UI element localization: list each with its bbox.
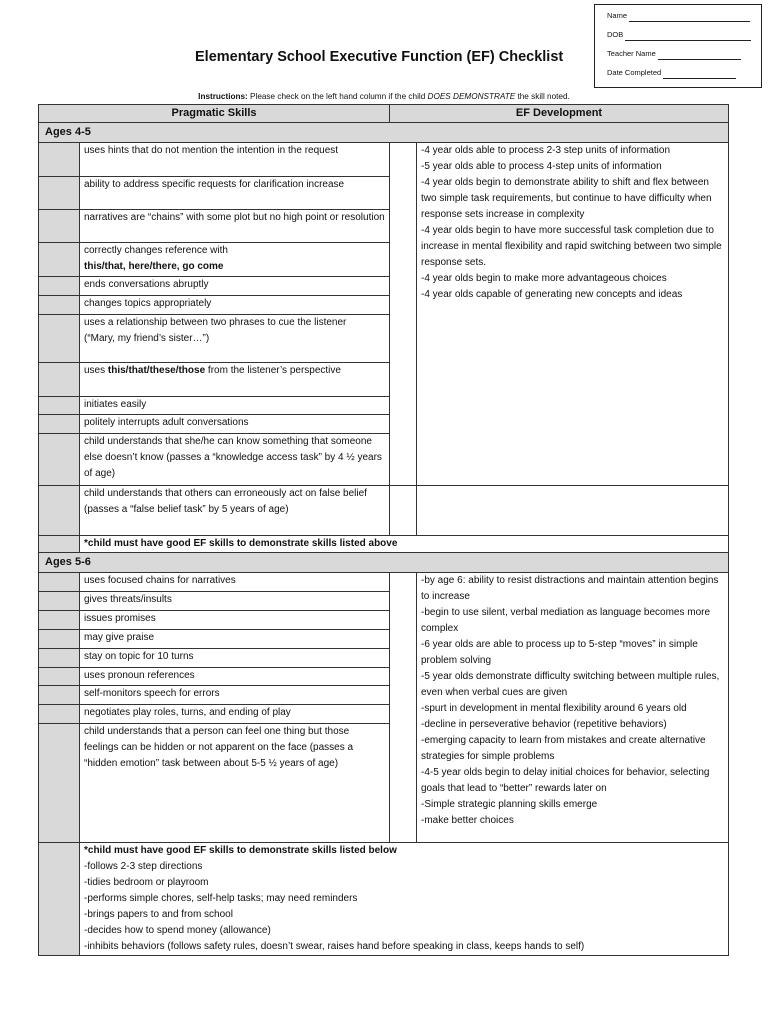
checkbox-cell[interactable] [39,296,80,315]
checkbox-cell[interactable] [39,649,80,668]
checkbox-cell[interactable] [39,210,80,243]
dob-field[interactable] [607,29,761,48]
skill-row [39,143,729,177]
skill-text: child understands that others can erroneously act on false belief (passes a “false belief task” by 5 years of age) [80,486,390,536]
checkbox-cell[interactable] [39,363,80,397]
checkbox-cell[interactable] [39,668,80,686]
skill-text [80,315,390,363]
later-skills-list: -follows 2-3 step directions -tidies bedroom or playroom -performs simple chores, self-help tasks; may need reminders -brings papers to and from school -decides how to spend money (allowance) -inhibits behaviors (follows safety rules, doesn’t swear, raises hand before speaking in class, keeps hands to self) [84,861,585,952]
skill-text: uses pronoun references [80,668,390,686]
skill-text: stay on topic for 10 turns [80,649,390,668]
instructions-text-2: the skill noted. [515,92,570,101]
checkbox-cell[interactable] [39,415,80,434]
ef-note: *child must have good EF skills to demonstrate skills listed below [84,845,397,856]
later-skills-cell [80,843,729,956]
skill-text-part: uses [84,365,108,376]
dob-label: DOB [607,30,624,39]
age-label: Ages 4-5 [39,123,729,143]
instructions-label: Instructions: [198,92,248,101]
checkbox-cell[interactable] [39,434,80,486]
date-completed-label: Date Completed [607,68,662,77]
instructions-emphasis: DOES DEMONSTRATE [427,92,516,101]
name-field[interactable] [607,10,761,29]
ef-development-text: -4 year olds able to process 2-3 step units of information -5 year olds able to process 4-step units of information -4 year olds begin to demonstrate ability to shift and flex between two simple task requirements, but continue to have difficulty when response sets increase in complexity -4 year olds begin to have more successful task completion due to increase in mental flexibility and rapid switching between two simple response sets. -4 year olds begin to make more advantageous choices -4 year olds capable of generating new concepts and ideas [417,143,729,486]
checkbox-cell[interactable] [39,611,80,630]
checklist-table [38,104,729,956]
checkbox-cell[interactable] [39,630,80,649]
skill-text: issues promises [80,611,390,630]
ef-development-text: -by age 6: ability to resist distractions and maintain attention begins to increase -begin to use silent, verbal mediation as language becomes more complex -6 year olds are able to process up to 5-step “moves” in simple problem solving -5 year olds demonstrate difficulty switching between multiple rules, even when verbal cues are given -spurt in development in mental flexibility around 6 years old -decline in perseverative behavior (repetitive behaviors) -emerging capacity to learn from mistakes and create alternative strategies for simple problems -4-5 year olds begin to delay initial choices for behavior, selecting goals that lead to “better” rewards later on -Simple strategic planning skills emerge -make better choices [417,573,729,843]
teacher-name-field[interactable] [607,48,761,67]
checkbox-cell[interactable] [39,536,80,553]
date-completed-field[interactable] [607,67,761,86]
student-info-box [594,4,762,88]
note-row [39,536,729,553]
later-skills-row [39,843,729,956]
skill-text: may give praise [80,630,390,649]
skill-text: ends conversations abruptly [80,277,390,296]
checkbox-cell[interactable] [39,724,80,843]
page-title: Elementary School Executive Function (EF) Checklist [195,49,564,65]
skill-text: self-monitors speech for errors [80,686,390,705]
checkbox-cell[interactable] [39,705,80,724]
instructions-text-1: Please check on the left hand column if the child [247,92,428,101]
skill-text [80,243,390,277]
checkbox-cell[interactable] [39,843,80,956]
checkbox-cell[interactable] [39,397,80,415]
instructions [0,92,768,101]
ef-note: *child must have good EF skills to demonstrate skills listed above [80,536,729,553]
skill-text: uses hints that do not mention the intention in the request [80,143,390,177]
skill-text: uses focused chains for narratives [80,573,390,592]
skill-text-part: uses a relationship between two phrases to cue the listener [84,317,347,328]
skill-text: initiates easily [80,397,390,415]
skill-text: child understands that a person can feel one thing but those feelings can be hidden or not apparent on the face (passes a “hidden emotion” task between about 5-5 ½ years of age) [80,724,390,843]
skill-text: child understands that she/he can know something that someone else doesn’t know (passes a “knowledge access task” by 4 ½ years of age) [80,434,390,486]
checkbox-cell[interactable] [39,143,80,177]
skill-text: ability to address specific requests for clarification increase [80,177,390,210]
checkbox-cell[interactable] [39,592,80,611]
gap-cell [390,143,417,486]
skill-text: politely interrupts adult conversations [80,415,390,434]
checkbox-cell[interactable] [39,686,80,705]
table-header [39,105,729,123]
skill-text: narratives are “chains” with some plot but no high point or resolution [80,210,390,243]
skill-text: negotiates play roles, turns, and ending of play [80,705,390,724]
checkbox-cell[interactable] [39,486,80,536]
gap-cell [390,486,417,536]
skill-row [39,486,729,536]
skill-text-part: correctly changes reference with [84,245,228,256]
age-section-5-6 [39,553,729,573]
skill-text: gives threats/insults [80,592,390,611]
age-section-4-5 [39,123,729,143]
checkbox-cell[interactable] [39,277,80,296]
ef-development-header: EF Development [390,105,729,123]
skill-text-bold: this/that/these/those [107,365,206,376]
skill-text [80,363,390,397]
checkbox-cell[interactable] [39,177,80,210]
skill-text-part: from the listener’s perspective [205,365,341,376]
age-label: Ages 5-6 [39,553,729,573]
ef-blank-cell [417,486,729,536]
teacher-name-label: Teacher Name [607,49,656,58]
checkbox-cell[interactable] [39,315,80,363]
reference-words: this/that, here/there, go come [84,261,224,272]
pragmatic-skills-header: Pragmatic Skills [39,105,390,123]
skill-example: (“Mary, my friend’s sister…”) [84,333,210,344]
name-label: Name [607,11,628,20]
checkbox-cell[interactable] [39,573,80,592]
skill-row [39,573,729,592]
gap-cell [390,573,417,843]
skill-text: changes topics appropriately [80,296,390,315]
checkbox-cell[interactable] [39,243,80,277]
